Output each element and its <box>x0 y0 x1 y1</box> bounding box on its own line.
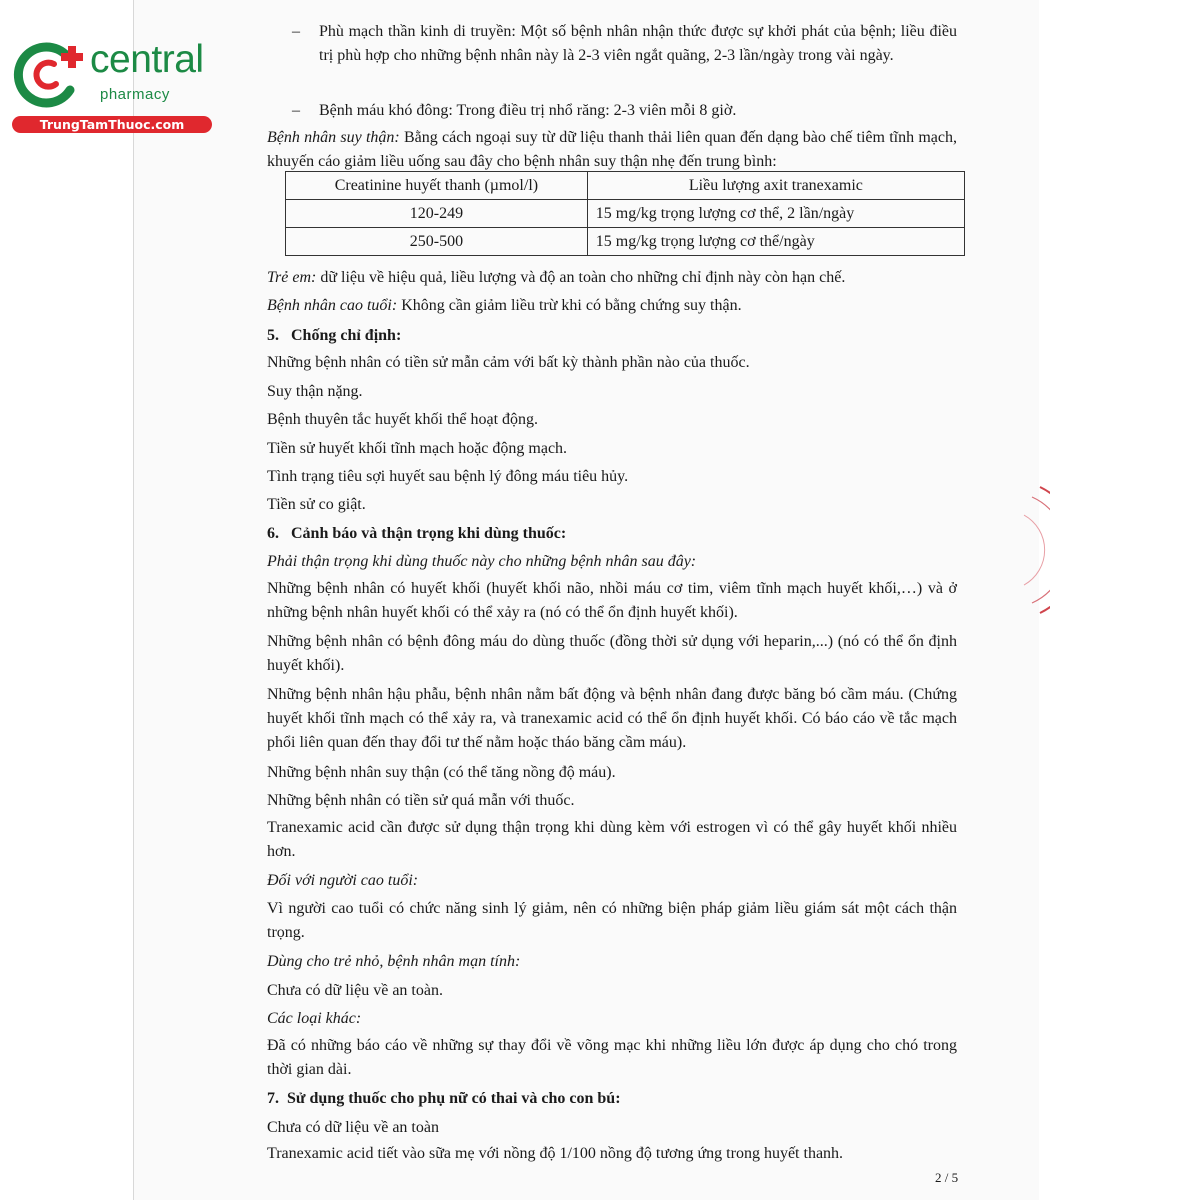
table-header: Liều lượng axit tranexamic <box>587 172 964 200</box>
other-text: Đã có những báo cáo về những sự thay đổi về võng mạc khi những liều lớn được áp dụng cho chó trong thời gian dài. <box>267 1037 957 1078</box>
renal-text: Bằng cách ngoại suy từ dữ liệu thanh thải liên quan đến dạng bào chế tiêm tĩnh mạch, khuyến cáo giảm liều uống sau đây cho bệnh nhân suy thận nhẹ đến trung bình: <box>267 129 957 170</box>
dosage-item <box>292 20 957 68</box>
table-header: Creatinine huyết thanh (µmol/l) <box>286 172 588 200</box>
red-stamp-mark <box>1010 485 1050 615</box>
section-number: 5. <box>267 327 279 344</box>
table-header-row <box>286 172 965 200</box>
brand-subtitle: pharmacy <box>100 86 170 103</box>
renal-dose-table <box>285 171 965 256</box>
pharmacy-cross-icon <box>12 40 88 110</box>
other-heading: Các loại khác: <box>267 1010 362 1027</box>
section-number: 7. <box>267 1090 279 1107</box>
table-cell: 15 mg/kg trọng lượng cơ thể, 2 lần/ngày <box>587 200 964 228</box>
contraindication-item: Tiền sử huyết khối tĩnh mạch hoặc động mạch. <box>267 440 568 457</box>
warning-paragraph: Tranexamic acid cần được sử dụng thận trọng khi dùng kèm với estrogen vì có thể gây huyết khối nhiều hơn. <box>267 819 957 860</box>
section-6-heading <box>267 522 957 546</box>
table-cell: 120-249 <box>286 200 588 228</box>
contraindication-item: Suy thận nặng. <box>267 383 363 400</box>
section-number: 6. <box>267 525 279 542</box>
children-text: Chưa có dữ liệu về an toàn. <box>267 982 443 999</box>
children-heading: Dùng cho trẻ nhỏ, bệnh nhân mạn tính: <box>267 953 521 970</box>
section-5-heading <box>267 324 957 348</box>
children-label: Trẻ em: <box>267 269 317 286</box>
elderly-heading: Đối với người cao tuổi: <box>267 872 419 889</box>
elderly-label: Bệnh nhân cao tuổi: <box>267 297 398 314</box>
table-cell: 250-500 <box>286 228 588 256</box>
website-url[interactable]: TrungTamThuoc.com <box>12 116 212 133</box>
warning-paragraph: Những bệnh nhân suy thận (có thể tăng nồng độ máu). <box>267 764 616 781</box>
contraindication-item: Tình trạng tiêu sợi huyết sau bệnh lý đông máu tiêu hủy. <box>267 468 629 485</box>
contraindication-item: Bệnh thuyên tắc huyết khối thể hoạt động. <box>267 411 539 428</box>
dash-bullet: – <box>292 102 300 119</box>
table-row <box>286 200 965 228</box>
central-pharmacy-logo[interactable] <box>8 36 218 136</box>
section-title: Sử dụng thuốc cho phụ nữ có thai và cho con bú: <box>287 1090 621 1107</box>
warning-paragraph: Những bệnh nhân có bệnh đông máu do dùng thuốc (đồng thời sử dụng với heparin,...) (nó có thể ổn định huyết khối). <box>267 633 957 674</box>
section-6-intro: Phải thận trọng khi dùng thuốc này cho những bệnh nhân sau đây: <box>267 553 697 570</box>
dosage-item-text: Bệnh máu khó đông: Trong điều trị nhổ răng: 2-3 viên mỗi 8 giờ. <box>319 102 737 119</box>
children-text: dữ liệu về hiệu quả, liều lượng và độ an toàn cho những chỉ định này còn hạn chế. <box>316 269 846 286</box>
warning-paragraph: Những bệnh nhân có huyết khối (huyết khối não, nhồi máu cơ tim, viêm tĩnh mạch huyết khối,…) và ở những bệnh nhân huyết khối có thể xảy ra (nó có thể ổn định huyết khối). <box>267 580 957 621</box>
pregnancy-item: Tranexamic acid tiết vào sữa mẹ với nồng độ 1/100 nồng độ tương ứng trong huyết thanh. <box>267 1145 844 1162</box>
dosage-item-text: Phù mạch thần kinh di truyền: Một số bệnh nhân nhận thức được sự khởi phát của bệnh; liều điều trị phù hợp cho những bệnh nhân này là 2-3 viên ngắt quãng, 2-3 lần/ngày trong vài ngày. <box>319 23 957 64</box>
contraindication-item: Những bệnh nhân có tiền sử mẫn cảm với bất kỳ thành phần nào của thuốc. <box>267 354 750 371</box>
warning-paragraph: Những bệnh nhân có tiền sử quá mẫn với thuốc. <box>267 792 575 809</box>
dosage-item <box>292 99 957 123</box>
section-title: Cảnh báo và thận trọng khi dùng thuốc: <box>291 525 567 542</box>
table-row <box>286 228 965 256</box>
renal-paragraph <box>267 126 957 174</box>
warning-paragraph: Những bệnh nhân hậu phẫu, bệnh nhân nằm bất động và bệnh nhân đang được băng bó cầm máu. (Chứng huyết khối tĩnh mạch có thể xảy ra, và tranexamic acid có thể ổn định huyết khối. Có báo cáo về tắc mạch phổi liên quan đến thay đổi tư thế nằm hoặc tháo băng cầm máu). <box>267 686 957 751</box>
table-cell: 15 mg/kg trọng lượng cơ thể/ngày <box>587 228 964 256</box>
pregnancy-item: Chưa có dữ liệu về an toàn <box>267 1119 439 1136</box>
contraindication-item: Tiền sử co giật. <box>267 496 366 513</box>
children-paragraph <box>267 266 957 290</box>
brand-name: central <box>90 38 204 81</box>
page-number: 2 / 5 <box>935 1170 959 1185</box>
renal-label: Bệnh nhân suy thận: <box>267 129 400 146</box>
elderly-text: Không cần giảm liều trừ khi có bằng chứng suy thận. <box>397 297 742 314</box>
section-title: Chống chỉ định: <box>291 327 402 344</box>
elderly-paragraph <box>267 294 957 318</box>
dash-bullet: – <box>292 23 300 40</box>
section-7-heading <box>267 1087 957 1111</box>
elderly-text: Vì người cao tuổi có chức năng sinh lý giảm, nên có những biện pháp giảm liều giám sát một cách thận trọng. <box>267 900 957 941</box>
